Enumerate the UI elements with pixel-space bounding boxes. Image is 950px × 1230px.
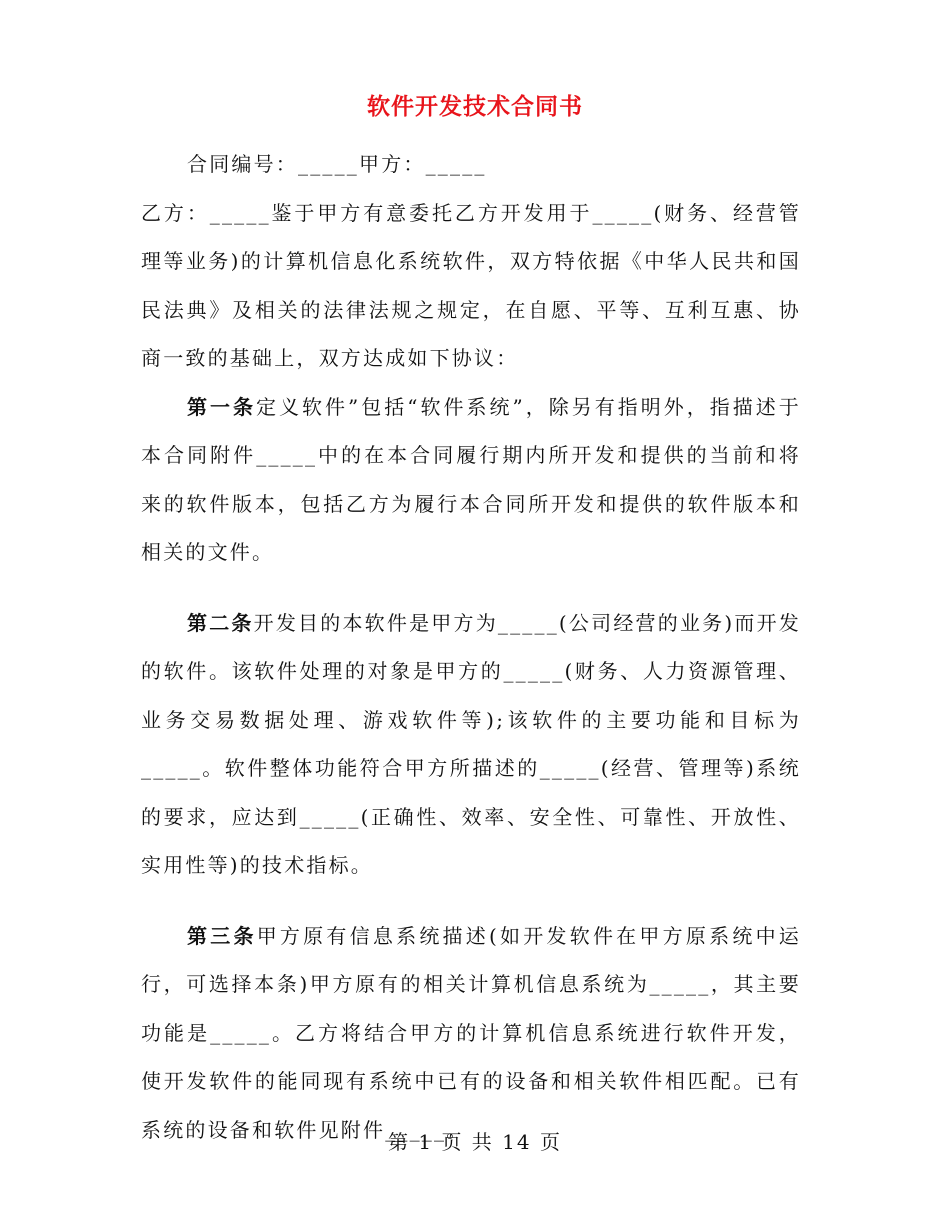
paragraph-gap — [141, 890, 801, 912]
article-2 — [141, 599, 801, 890]
document-title: 软件开发技术合同书 — [367, 93, 583, 120]
page-footer — [0, 1126, 950, 1155]
contract-number-line: 合同编号：_____甲方：_____ — [187, 152, 487, 176]
article-1-text: 定义软件”包括“软件系统”，除另有指明外，指描述于本合同附件_____中的在本合同履行期内所开发和提供的当前和将来的软件版本，包括乙方为履行本合同所开发和提供的软件版本和相关的文件。 — [141, 394, 801, 564]
article-3-heading: 第三条 — [187, 923, 257, 948]
article-3 — [141, 912, 801, 1155]
article-1-heading: 第一条 — [187, 394, 257, 419]
article-3-text: 甲方原有信息系统描述(如开发软件在甲方原系统中运行，可选择本条)甲方原有的相关计算机信息系统为_____，其主要功能是_____。乙方将结合甲方的计算机信息系统进行软件开发，使开发软件的能同现有系统中已有的设备和相关软件相匹配。已有系统的设备和软件见附件_____。 — [141, 923, 801, 1142]
article-2-text: 开发目的本软件是甲方为_____(公司经营的业务)而开发的软件。该软件处理的对象是甲方的_____(财务、人力资源管理、业务交易数据处理、游戏软件等);该软件的主要功能和目标为_____。软件整体功能符合甲方所描述的_____(经营、管理等)系统的要求，应达到_____(正确性、效率、安全性、可靠性、开放性、实用性等)的技术指标。 — [141, 610, 801, 877]
article-2-heading: 第二条 — [187, 610, 254, 635]
paragraph-gap — [141, 577, 801, 599]
page-number: 第 1 页 共 14 页 — [388, 1130, 562, 1154]
article-1 — [141, 383, 801, 577]
document-body — [141, 140, 801, 1154]
preamble-paragraph: 乙方：_____鉴于甲方有意委托乙方开发用于_____(财务、经营管理等业务)的计算机信息化系统软件，双方特依据《中华人民共和国民法典》及相关的法律法规之规定，在自愿、平等、互利互惠、协商一致的基础上，双方达成如下协议： — [141, 200, 801, 370]
